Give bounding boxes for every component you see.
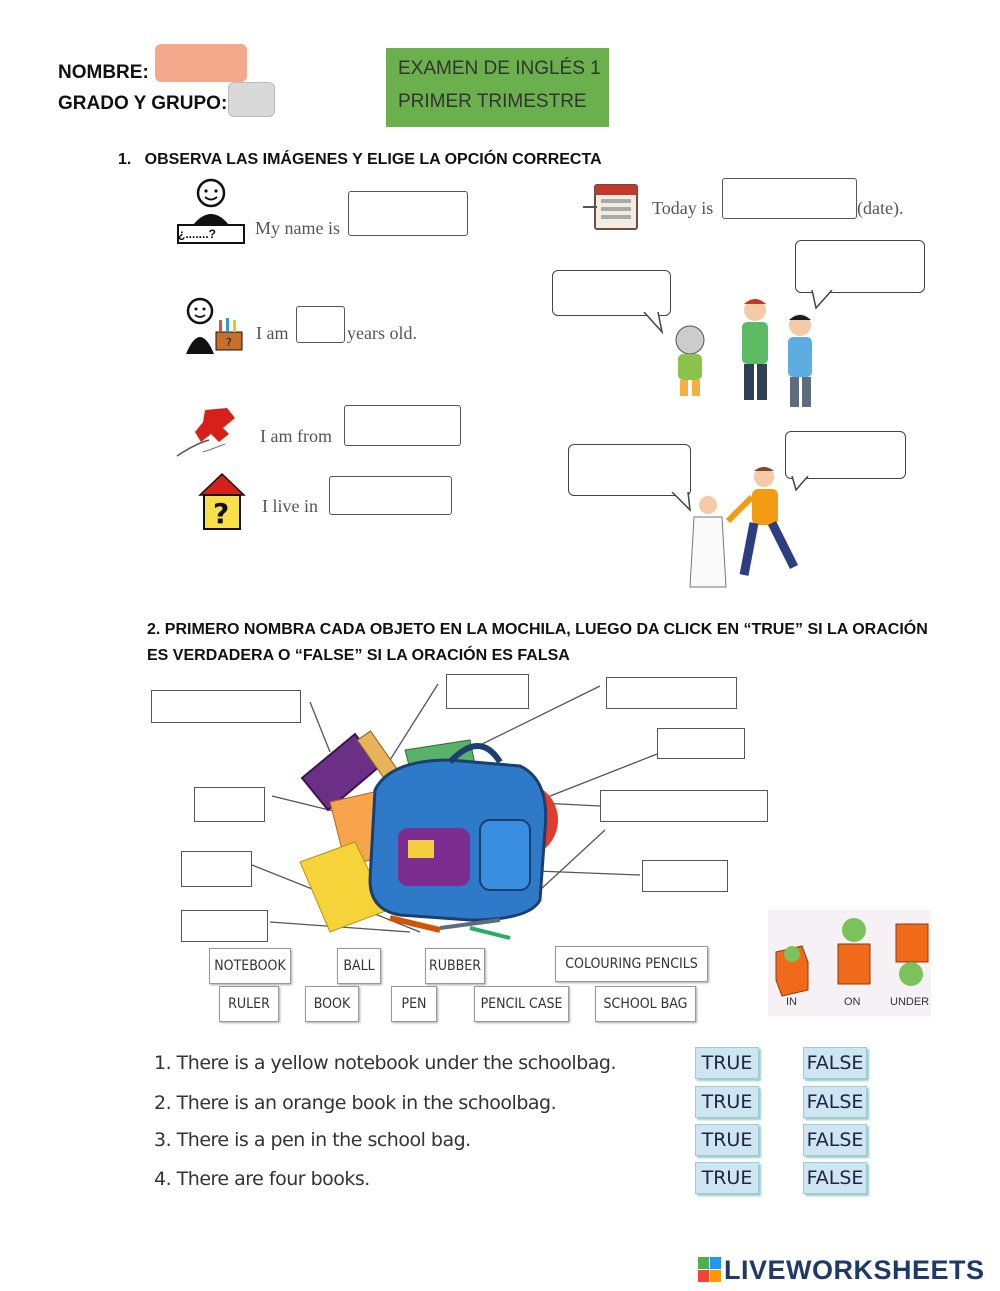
bag-field-4[interactable] [657, 728, 745, 759]
my-name-text: My name is [255, 218, 340, 238]
bag-field-2[interactable] [446, 674, 529, 709]
country-answer-field[interactable] [344, 405, 461, 446]
name-answer-field[interactable] [348, 191, 468, 236]
exam-title-line2: PRIMER TRIMESTRE [398, 91, 587, 112]
prepositions-cubes [768, 910, 931, 1000]
false-button-4[interactable]: FALSE [803, 1162, 867, 1194]
true-button-2[interactable]: TRUE [695, 1086, 759, 1118]
exam-title-box [386, 48, 609, 127]
false-button-2[interactable]: FALSE [803, 1086, 867, 1118]
sentence-2: 2. There is an orange book in the schoolbag. [154, 1092, 557, 1114]
bag-field-7[interactable] [194, 787, 265, 822]
sentence-4: 4. There are four books. [154, 1168, 370, 1190]
name-card-text: ¿.......? [178, 227, 216, 241]
name-label: NOMBRE: [58, 62, 149, 83]
section2-heading-line2: ES VERDADERA O “FALSE” SI LA ORACIÓN ES FALSA [147, 647, 570, 664]
word-pencil-case: PENCIL CASE [474, 986, 569, 1022]
bag-field-1[interactable] [151, 690, 301, 723]
map-picture [175, 404, 245, 466]
calendar-picture [583, 181, 643, 233]
house-picture [198, 471, 246, 531]
prep-in: IN [786, 996, 797, 1008]
name-input[interactable] [155, 44, 247, 82]
bag-field-9[interactable] [181, 910, 268, 942]
i-live-in-text: I live in [262, 496, 318, 516]
sentence-1: 1. There is a yellow notebook under the schoolbag. [154, 1052, 617, 1074]
svg-text:?: ? [213, 497, 230, 530]
word-pen: PEN [391, 986, 437, 1022]
true-button-1[interactable]: TRUE [695, 1047, 759, 1079]
svg-text:?: ? [226, 336, 232, 349]
section2-heading-line1: 2. PRIMERO NOMBRA CADA OBJETO EN LA MOCHILA, LUEGO DA CLICK EN “TRUE” SI LA ORACIÓN [147, 621, 928, 638]
years-old-text: years old. [347, 323, 417, 343]
prep-on: ON [844, 996, 861, 1008]
bag-field-6[interactable] [642, 860, 728, 892]
true-button-4[interactable]: TRUE [695, 1162, 759, 1194]
word-rubber: RUBBER [425, 948, 485, 984]
word-school-bag: SCHOOL BAG [595, 986, 696, 1022]
speech-bubble-1[interactable] [552, 270, 671, 316]
word-colouring-pencils: COLOURING PENCILS [555, 946, 708, 982]
age-answer-field[interactable] [296, 306, 345, 343]
false-button-1[interactable]: FALSE [803, 1047, 867, 1079]
word-ruler: RULER [219, 986, 279, 1022]
date-text: (date). [857, 198, 904, 218]
bag-field-5[interactable] [600, 790, 768, 822]
liveworksheets-logo-icon [698, 1257, 722, 1283]
grade-label: GRADO Y GRUPO: [58, 93, 228, 114]
prepositions-picture [768, 910, 931, 1016]
i-am-text: I am [256, 323, 289, 343]
birthday-cake-picture [182, 296, 244, 358]
speech-bubble-3[interactable] [568, 444, 691, 496]
date-answer-field[interactable] [722, 178, 857, 219]
word-ball: BALL [337, 948, 381, 984]
speech-bubble-2[interactable] [795, 240, 925, 293]
today-is-text: Today is [652, 198, 714, 218]
false-button-3[interactable]: FALSE [803, 1124, 867, 1156]
people-meeting-picture [680, 465, 810, 590]
liveworksheets-brand: LIVEWORKSHEETS [724, 1255, 985, 1285]
bag-field-8[interactable] [181, 851, 252, 887]
bag-field-3[interactable] [606, 677, 737, 709]
i-am-from-text: I am from [260, 426, 332, 446]
exam-title-line1: EXAMEN DE INGLÉS 1 [398, 58, 601, 79]
word-notebook: NOTEBOOK [209, 948, 291, 984]
grade-input[interactable] [228, 82, 275, 117]
true-button-3[interactable]: TRUE [695, 1124, 759, 1156]
sentence-3: 3. There is a pen in the school bag. [154, 1129, 471, 1151]
prep-under: UNDER [890, 996, 930, 1008]
section1-heading: 1. OBSERVA LAS IMÁGENES Y ELIGE LA OPCIÓN CORRECTA [118, 151, 602, 168]
city-answer-field[interactable] [329, 476, 452, 515]
word-book: BOOK [305, 986, 359, 1022]
kids-greeting-picture [660, 290, 820, 420]
